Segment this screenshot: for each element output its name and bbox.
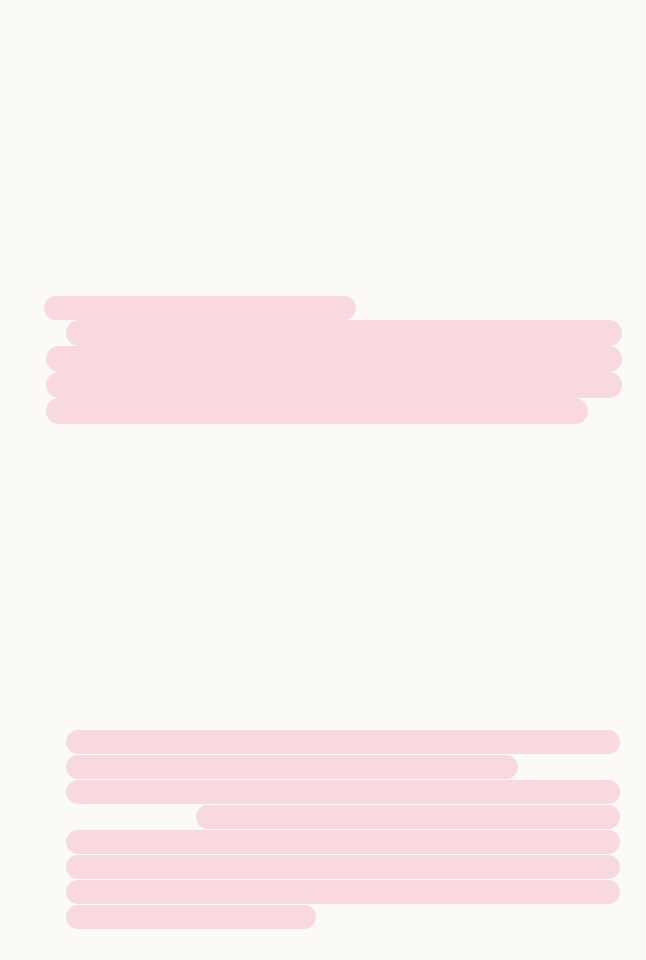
para3-line: [54, 452, 612, 478]
para2-line: [54, 400, 612, 426]
para1-line: [54, 106, 612, 132]
highlight-fn2-line6: [66, 905, 316, 929]
para1-line: [80, 80, 612, 106]
para1-line: [54, 158, 612, 184]
highlight-fn2-line4: [66, 855, 620, 879]
para3-line: [54, 608, 612, 634]
highlight-fn2-line5: [66, 880, 620, 904]
para3-line: [54, 530, 612, 556]
highlight-fn1-line2: [66, 755, 518, 779]
para1-line: [54, 184, 612, 210]
highlight-fn1-line1: [66, 730, 620, 754]
para3-line: [54, 504, 612, 530]
para3-line: [54, 582, 612, 608]
section-heading: [54, 298, 612, 324]
highlight-fn2-line2: [196, 805, 620, 829]
para2-line: [54, 374, 612, 400]
para1-line: [54, 262, 612, 288]
para3-line: [54, 660, 612, 686]
para3-line: [54, 634, 612, 660]
para3-line: [54, 478, 612, 504]
para3-line: [54, 556, 612, 582]
para2-line: [80, 322, 612, 348]
highlight-fn2-line3: [66, 830, 620, 854]
para2-line: [54, 348, 612, 374]
highlight-fn2-line1: [66, 780, 620, 804]
para1-line: [54, 132, 612, 158]
para3-line: [80, 426, 612, 452]
para1-line: [54, 210, 612, 236]
para1-line: [54, 236, 612, 262]
